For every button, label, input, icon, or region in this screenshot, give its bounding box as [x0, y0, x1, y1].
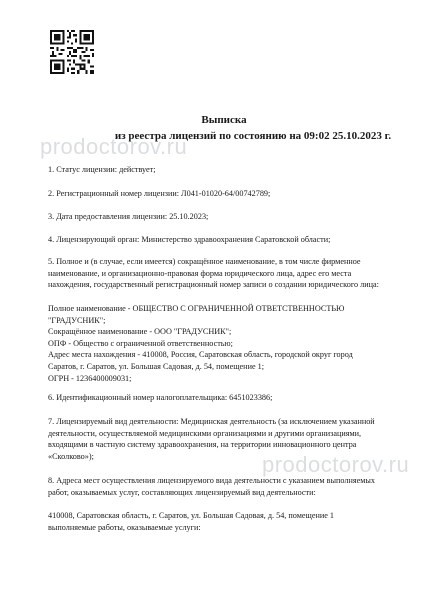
title-subtitle: из реестра лицензий по состоянию на 09:02 25.10.2023 г.: [114, 130, 392, 142]
qr-code-icon: [50, 30, 94, 74]
item-address-1: 410008, Саратовская область, г. Саратов, ул. Большая Садовая, д. 54, помещение 1 выполняемые работы, оказываемые услуги:: [48, 511, 334, 532]
item-inn: 6. Идентификационный номер налогоплательщика: 6451023386;: [48, 393, 273, 402]
item-reg-number: 2. Регистрационный номер лицензии: Л041-01020-64/00742789;: [48, 189, 271, 198]
watermark-bottom: prodoctorov.ru: [262, 452, 410, 477]
item-addresses-heading: 8. Адреса мест осуществления лицензируемого вида деятельности с указанием выполняемых работ, оказываемых услуг, составляющих лицензируемый вид деятельности:: [48, 476, 376, 497]
item-activity: 7. Лицензируемый вид деятельности: Медицинская деятельность (за исключением указанной деятельности, осуществляемой медицинскими организациями и другими организациями, входящими в частную систему здравоохранения, на территории инновационного центра «Сколково»);: [48, 417, 375, 461]
watermark-top: prodoctorov.ru: [40, 134, 188, 159]
title-main: Выписка: [201, 114, 247, 126]
item-authority: 4. Лицензирующий орган: Министерство здравоохранения Саратовской области;: [48, 235, 331, 244]
document-title: [0, 112, 448, 144]
item-entity-heading: 5. Полное и (в случае, если имеется) сокращённое наименование, в том числе фирменное наименование, и организационно-правовая форма юридического лица, адрес его места нахождения, государственный регистрационный номер записи о создании юридического лица:: [48, 257, 379, 290]
item-status: 1. Статус лицензии: действует;: [48, 165, 156, 174]
item-grant-date: 3. Дата предоставления лицензии: 25.10.2023;: [48, 212, 209, 221]
item-entity-details: Полное наименование - ОБЩЕСТВО С ОГРАНИЧЕННОЙ ОТВЕТСТВЕННОСТЬЮ "ГРАДУСНИК"; Сокращённое наименование - ООО "ГРАДУСНИК"; ОПФ - Общество с ограниченной ответственностью; Адрес места нахождения - 410008, Россия, Саратовская область, городской округ город Саратов, г. Саратов, ул. Большая Садовая, д. 54, помещение 1; ОГРН - 1236400009031;: [48, 304, 353, 383]
